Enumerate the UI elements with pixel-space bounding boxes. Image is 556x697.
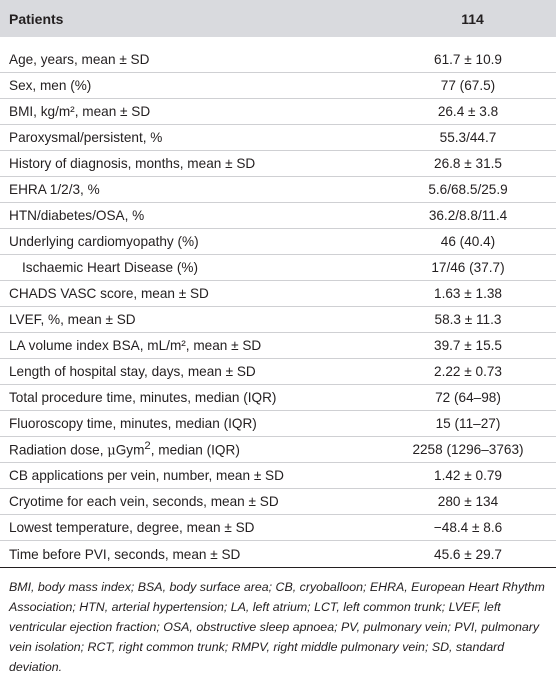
row-value: 61.7 ± 10.9 xyxy=(434,52,502,67)
row-label: Sex, men (%) xyxy=(9,78,92,93)
table-row xyxy=(0,99,556,125)
row-label: Total procedure time, minutes, median (IQR) xyxy=(9,390,277,405)
table-row xyxy=(0,151,556,177)
table-header xyxy=(0,0,556,37)
table-footnote: BMI, body mass index; BSA, body surface area; CB, cryoballoon; EHRA, European Heart Rhythm Association; HTN, arterial hypertension; LA, left atrium; LCT, left common trunk; LVEF, left ventricular ejection fraction; OSA, obstructive sleep apnoea; PV, pulmonary vein; PVI, pulmonary vein isolation; RCT, right common trunk; RMPV, right middle pulmonary vein; SD, standard deviation. xyxy=(9,580,545,674)
row-value: 1.42 ± 0.79 xyxy=(434,468,502,483)
table-row xyxy=(0,463,556,489)
row-label: Paroxysmal/persistent, % xyxy=(9,130,163,145)
table-row xyxy=(0,333,556,359)
row-label: Cryotime for each vein, seconds, mean ± SD xyxy=(9,494,279,509)
row-label: CB applications per vein, number, mean ± SD xyxy=(9,468,284,483)
row-label: Time before PVI, seconds, mean ± SD xyxy=(9,546,241,562)
row-label: HTN/diabetes/OSA, % xyxy=(9,208,145,223)
row-label: Fluoroscopy time, minutes, median (IQR) xyxy=(9,416,257,431)
label-suffix: , median (IQR) xyxy=(150,442,240,458)
table-row xyxy=(0,229,556,255)
header-label: Patients xyxy=(9,10,64,27)
row-label: LA volume index BSA, mL/m², mean ± SD xyxy=(9,338,262,353)
table-row xyxy=(0,437,556,463)
row-label: Underlying cardiomyopathy (%) xyxy=(9,234,199,249)
row-value: 55.3/44.7 xyxy=(439,130,497,145)
table-row xyxy=(0,177,556,203)
row-value: 2.22 ± 0.73 xyxy=(434,364,502,379)
row-label: Lowest temperature, degree, mean ± SD xyxy=(9,520,255,535)
row-value: 17/46 (37.7) xyxy=(431,260,505,275)
row-value: 36.2/8.8/11.4 xyxy=(428,208,508,223)
row-value: 45.6 ± 29.7 xyxy=(434,546,502,562)
row-value: 1.63 ± 1.38 xyxy=(434,286,502,301)
row-value: 2258 (1296–3763) xyxy=(412,442,524,457)
row-label: EHRA 1/2/3, % xyxy=(9,182,100,197)
label-superscript: 2 xyxy=(144,440,151,453)
row-value: 46 (40.4) xyxy=(440,234,496,249)
label-prefix: Radiation dose, xyxy=(9,442,108,458)
row-value: 39.7 ± 15.5 xyxy=(434,338,502,353)
row-value: 77 (67.5) xyxy=(440,78,496,93)
table-row xyxy=(0,359,556,385)
table-row-subitem xyxy=(0,255,556,281)
row-value: 280 ± 134 xyxy=(437,494,499,509)
row-label: BMI, kg/m², mean ± SD xyxy=(9,104,151,119)
row-label: Ischaemic Heart Disease (%) xyxy=(22,260,199,275)
row-value: 5.6/68.5/25.9 xyxy=(428,182,508,197)
row-value: −48.4 ± 8.6 xyxy=(433,520,503,535)
table-row xyxy=(0,515,556,541)
row-label: CHADS VASC score, mean ± SD xyxy=(9,286,209,301)
table-row xyxy=(0,307,556,333)
row-label: Age, years, mean ± SD xyxy=(9,52,150,67)
header-value: 114 xyxy=(461,10,484,27)
row-value: 58.3 ± 11.3 xyxy=(434,312,502,327)
row-value: 15 (11–27) xyxy=(435,416,501,431)
table-row xyxy=(0,281,556,307)
table-body xyxy=(0,37,556,567)
row-label: LVEF, %, mean ± SD xyxy=(9,312,136,327)
label-mu: μ xyxy=(107,443,116,459)
table-row xyxy=(0,73,556,99)
table-row xyxy=(0,47,556,73)
table-row xyxy=(0,385,556,411)
table-row xyxy=(0,411,556,437)
row-value: 26.8 ± 31.5 xyxy=(434,156,502,171)
table-row xyxy=(0,125,556,151)
row-label: Length of hospital stay, days, mean ± SD xyxy=(9,364,256,379)
row-value: 72 (64–98) xyxy=(435,390,501,405)
row-value: 26.4 ± 3.8 xyxy=(437,104,499,119)
table-row xyxy=(0,541,556,567)
table-row xyxy=(0,489,556,515)
table-row xyxy=(0,203,556,229)
row-label xyxy=(0,440,380,459)
label-unit: Gym xyxy=(115,442,145,458)
row-label: History of diagnosis, months, mean ± SD xyxy=(9,156,256,171)
